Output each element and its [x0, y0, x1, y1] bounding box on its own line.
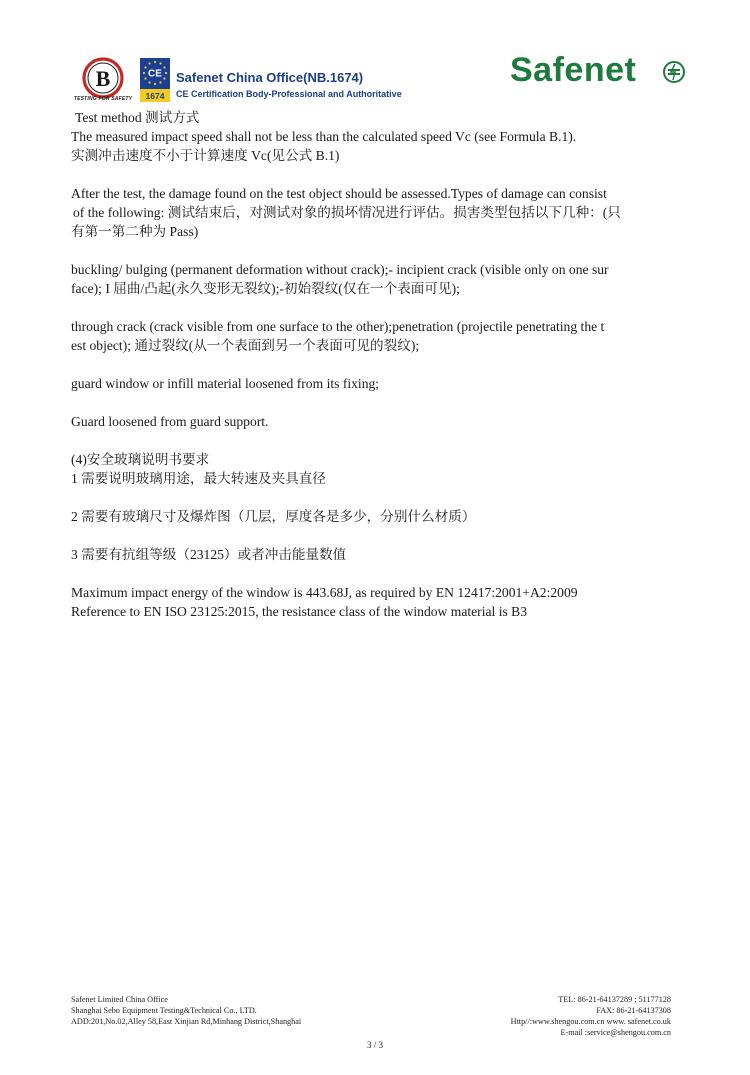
damage-type-3: guard window or infill material loosened from its fixing; [71, 376, 380, 391]
result-max-impact-energy: Maximum impact energy of the window is 443.68J, as required by EN 12417:2001+A2:2009 [71, 585, 578, 600]
b-logo-caption: TESTING FOR SAFETY [73, 96, 133, 102]
footer-company-block [71, 994, 301, 1027]
ce-mark: CE [148, 68, 162, 80]
footer-web: Http//:www.shengou.com.cn www. safenet.co.uk [510, 1017, 671, 1026]
requirement-3: 3 需要有抗组等级（23125）或者冲击能量数值 [71, 547, 347, 562]
document-body [71, 108, 681, 621]
damage-type-2-line-2: est object); 通过裂纹(从一个表面到另一个表面可见的裂纹); [71, 338, 420, 353]
assessment-line-1: After the test, the damage found on the test object should be assessed.Types of damage can consist [71, 186, 607, 201]
speed-requirement-en: The measured impact speed shall not be less than the calculated speed Vc (see Formula B.1). [71, 129, 577, 144]
safenet-brand-name: Safenet [510, 51, 637, 89]
b-logo-letter: B [95, 66, 111, 91]
section-4-heading: (4)安全玻璃说明书要求 [71, 452, 210, 467]
footer-tel: TEL: 86-21-64137289 ; 51177128 [558, 995, 671, 1004]
power-plug-icon [663, 61, 685, 83]
footer-email: E-mail :service@shengou.com.cn [560, 1028, 671, 1037]
document-header [0, 0, 750, 110]
office-title: Safenet China Office(NB.1674) [176, 70, 364, 85]
assessment-line-2: of the following: 测试结束后，对测试对象的损坏情况进行评估。损害类型包括以下几种：(只 [73, 205, 621, 220]
footer-address: ADD:201,No.02,Alley 58,East Xinjian Rd,Minhang District,Shanghai [71, 1017, 302, 1026]
damage-type-1-line-2: face); I 屈曲/凸起(永久变形无裂纹);-初始裂纹(仅在一个表面可见); [71, 281, 460, 296]
requirement-1: 1 需要说明玻璃用途，最大转速及夹具直径 [71, 471, 326, 486]
assessment-line-3: 有第一第二种为 Pass) [71, 224, 199, 239]
test-method-heading: Test method 测试方式 [75, 110, 200, 125]
result-resistance-class: Reference to EN ISO 23125:2015, the resistance class of the window material is B3 [71, 604, 528, 619]
requirement-2: 2 需要有玻璃尺寸及爆炸图（几层，厚度各是多少，分别什么材质） [71, 509, 476, 524]
ce-notified-body-number: 1674 [145, 91, 165, 101]
footer-lab: Shanghai Sebo Equipment Testing&Technical Co., LTD. [71, 1006, 257, 1015]
footer-contact-block [511, 994, 671, 1038]
footer-fax: FAX: 86-21-64137308 [596, 1006, 671, 1015]
damage-type-2-line-1: through crack (crack visible from one surface to the other);penetration (projectile penetrating the t [71, 319, 605, 334]
page-number: 3 / 3 [366, 1040, 383, 1050]
speed-requirement-cn: 实测冲击速度不小于计算速度 Vc(见公式 B.1) [71, 148, 340, 163]
damage-type-4: Guard loosened from guard support. [71, 414, 269, 429]
damage-type-1-line-1: buckling/ bulging (permanent deformation without crack);- incipient crack (visible only on one sur [71, 262, 609, 277]
office-subtitle: CE Certification Body-Professional and Authoritative [176, 89, 402, 99]
footer-company: Safenet Limited China Office [71, 995, 168, 1004]
ce-1674-logo [140, 58, 170, 102]
